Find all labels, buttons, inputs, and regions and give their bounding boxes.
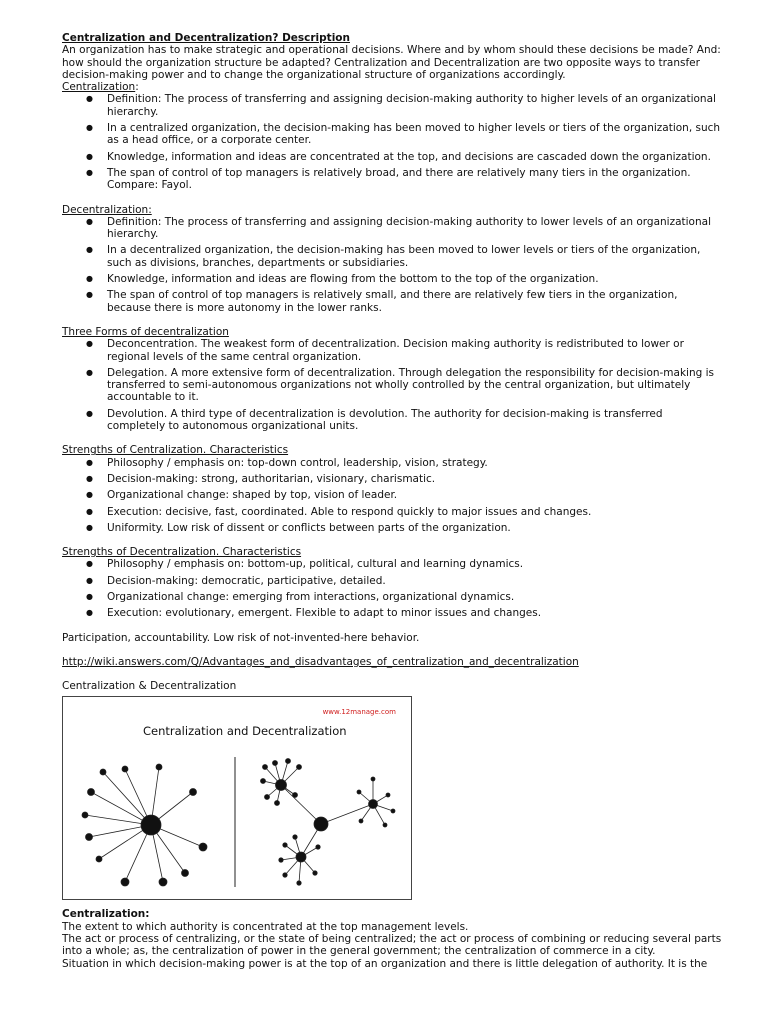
decentralization-list (62, 216, 722, 314)
list-item: ● Philosophy / emphasis on: top-down control, leadership, vision, strategy. (62, 457, 722, 469)
list-item: ● Execution: evolutionary, emergent. Flexible to adapt to minor issues and changes. (62, 607, 722, 619)
figure-caption: Centralization & Decentralization (62, 680, 237, 693)
strengths-decentralization-list (62, 558, 722, 619)
three-forms-list (62, 338, 722, 432)
intro-paragraph: An organization has to make strategic and operational decisions. Where and by whom should these decisions be made? And: how should the organization structure be adapted? Centralization and Decentralization are two opposite ways to transfer decision-making power and to change the organizational structure of organizations accordingly. (62, 44, 721, 81)
list-item: ● The span of control of top managers is relatively small, and there are relatively few tiers in the organization, because there is more autonomy in the lower ranks. (62, 289, 722, 314)
network-diagram-icon (63, 697, 411, 899)
figure-credit: www.12manage.com (322, 708, 396, 717)
centralization-colon: : (135, 81, 139, 94)
list-item: ● Decision-making: strong, authoritarian, visionary, charismatic. (62, 473, 722, 485)
strengths-decentralization-heading: Strengths of Decentralization. Characteristics (62, 546, 302, 559)
definition-line: Situation in which decision-making power is at the top of an organization and there is little delegation of authority. It is the (62, 957, 708, 970)
list-item: ● Organizational change: emerging from interactions, organizational dynamics. (62, 591, 722, 603)
list-item: ● Devolution. A third type of decentralization is devolution. The authority for decision-making is transferred completely to autonomous organizational units. (62, 408, 722, 433)
figure-title: Centralization and Decentralization (143, 724, 347, 739)
list-item: ● Delegation. A more extensive form of decentralization. Through delegation the responsibility for decision-making is transferred to semi-autonomous organizations not wholly controlled by the central organization, but ultimately accountable to it. (62, 367, 722, 404)
list-item: ● Uniformity. Low risk of dissent or conflicts between parts of the organization. (62, 522, 722, 534)
document-page (62, 32, 722, 970)
strengths-centralization-heading: Strengths of Centralization. Characteristics (62, 444, 289, 457)
centralization-heading (62, 81, 722, 93)
definition-line: The act or process of centralizing, or the state of being centralized; the act or process of combining or reducing several parts into a whole; as, the centralization of power in the general government; the centralization of commerce in a city. (62, 933, 722, 958)
network-diagram-figure (62, 696, 412, 900)
list-item: ● Philosophy / emphasis on: bottom-up, political, cultural and learning dynamics. (62, 558, 722, 570)
list-item: ● In a decentralized organization, the decision-making has been moved to lower levels or tiers of the organization, such as divisions, branches, departments or subsidiaries. (62, 244, 722, 269)
list-item: ● The span of control of top managers is relatively broad, and there are relatively many tiers in the organization. Compare: Fayol. (62, 167, 722, 192)
list-item: ● Decision-making: democratic, participative, detailed. (62, 575, 722, 587)
list-item: ● Knowledge, information and ideas are flowing from the bottom to the top of the organization. (62, 273, 722, 285)
list-item: ● In a centralized organization, the decision-making has been moved to higher levels or tiers of the organization, such as a head office, or a corporate center. (62, 122, 722, 147)
list-item: ● Deconcentration. The weakest form of decentralization. Decision making authority is redistributed to lower or regional levels of the same central organization. (62, 338, 722, 363)
strengths-centralization-list (62, 457, 722, 534)
list-item: ● Organizational change: shaped by top, vision of leader. (62, 489, 722, 501)
centralization-label: Centralization (62, 81, 136, 94)
definition-heading: Centralization: (62, 908, 150, 921)
list-item: ● Definition: The process of transferring and assigning decision-making authority to lower levels of an organizational hierarchy. (62, 216, 722, 241)
document-title: Centralization and Decentralization? Description (62, 32, 350, 44)
definition-line: The extent to which authority is concentrated at the top management levels. (62, 920, 469, 933)
list-item: ● Definition: The process of transferring and assigning decision-making authority to higher levels of an organizational hierarchy. (62, 93, 722, 118)
source-link[interactable]: http://wiki.answers.com/Q/Advantages_and_disadvantages_of_centralization_and_decentralization (62, 655, 579, 668)
three-forms-heading: Three Forms of decentralization (62, 325, 229, 338)
list-item: ● Knowledge, information and ideas are concentrated at the top, and decisions are cascaded down the organization. (62, 151, 722, 163)
list-item: ● Execution: decisive, fast, coordinated. Able to respond quickly to major issues and changes. (62, 506, 722, 518)
decentralization-heading: Decentralization: (62, 203, 152, 216)
participation-paragraph: Participation, accountability. Low risk of not-invented-here behavior. (62, 631, 420, 644)
centralization-list (62, 93, 722, 191)
